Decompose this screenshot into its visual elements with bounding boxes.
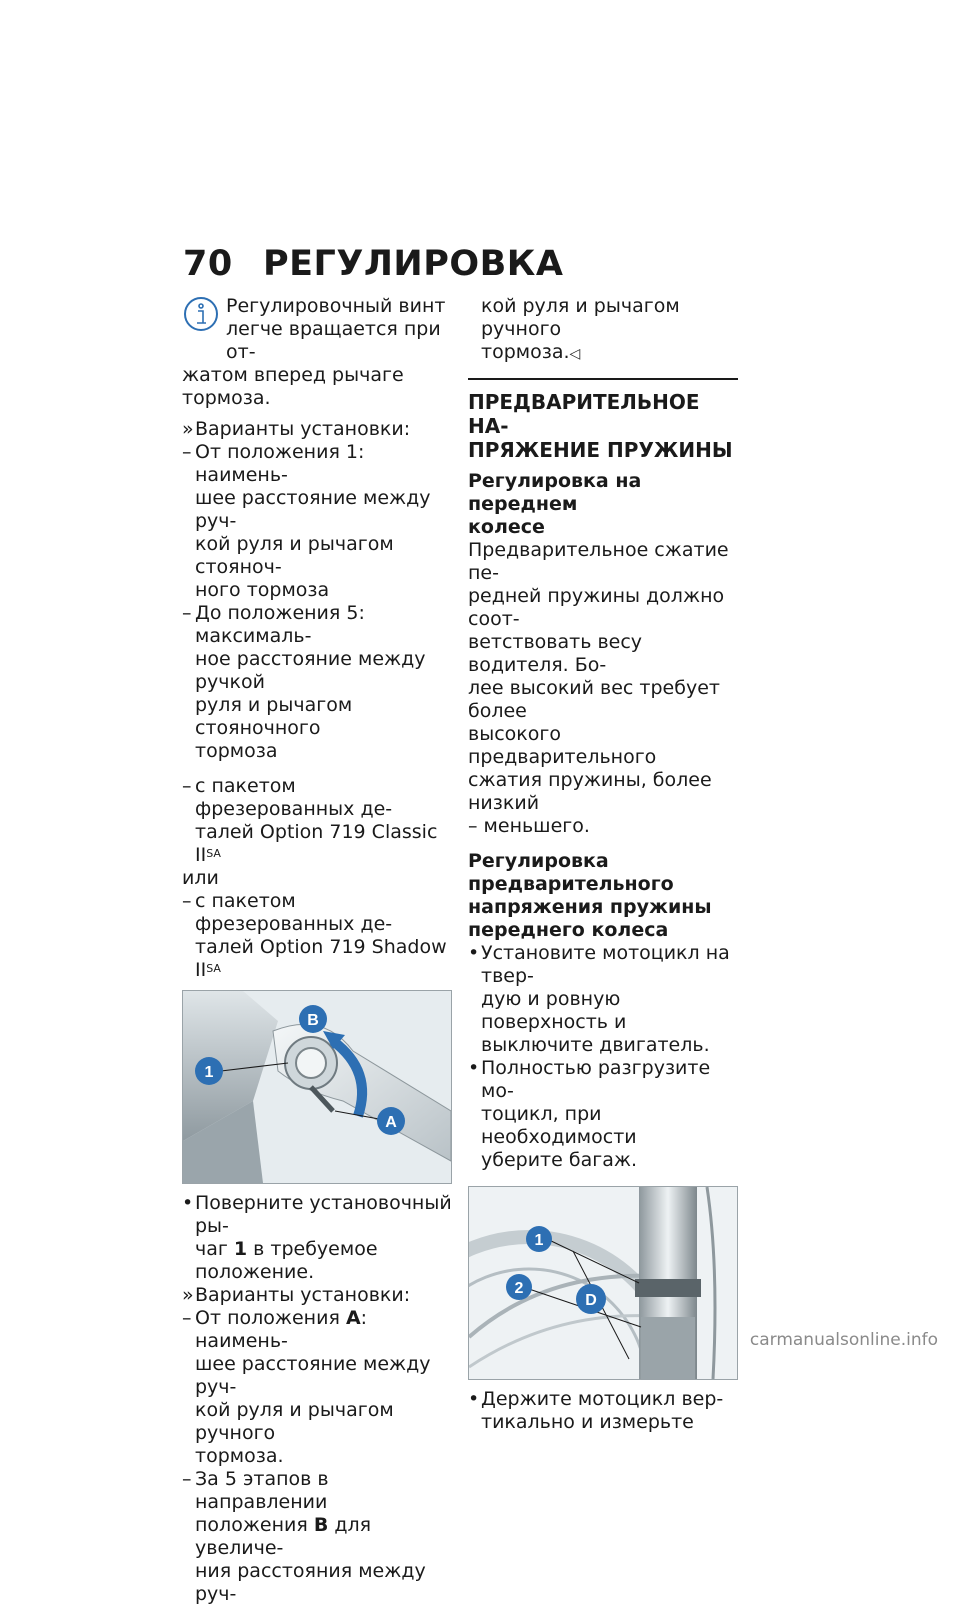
step-item: • Полностью разгрузите мо- тоцикл, при необходимости уберите багаж. xyxy=(468,1057,711,1171)
dash-marker: – xyxy=(182,890,192,912)
brake-lever-illustration xyxy=(183,991,451,1183)
brake-lever-figure xyxy=(182,990,452,1184)
paragraph-line: Предварительное сжатие пе- xyxy=(468,539,729,584)
variants-label: » Варианты установки: xyxy=(182,1284,411,1306)
page-title: РЕГУЛИРОВКА xyxy=(263,244,564,284)
variant-item: – За 5 этапов в направлении положения B для увеличе- ния расстояния между руч- xyxy=(182,1468,426,1605)
arrow-marker: » xyxy=(182,1284,194,1306)
option-item: – с пакетом фрезерованных де- талей Option 719 Classic $II^{SA}$ xyxy=(182,775,438,866)
bullet-marker: • xyxy=(468,1057,480,1079)
bullet-marker: • xyxy=(182,1192,194,1214)
variant-item: – От положения 1: наимень- шее расстояние между руч- кой руля и рычагом стояноч- ного тормоза xyxy=(182,441,431,601)
callout-a: A xyxy=(385,1114,397,1131)
section-title: ПРЯЖЕНИЕ ПРУЖИНЫ xyxy=(468,438,733,462)
paragraph-line: лее высокий вес требует более xyxy=(468,677,720,722)
option-item: – с пакетом фрезерованных де- талей Option 719 Shadow $II^{SA}$ xyxy=(182,890,447,981)
bullet-marker: • xyxy=(468,1388,480,1410)
paragraph-line: высокого предварительного xyxy=(468,723,657,768)
right-column xyxy=(468,295,738,1434)
sa-badge: SA xyxy=(206,962,221,975)
variants-label: » Варианты установки: xyxy=(182,418,411,440)
section-rule xyxy=(468,378,738,380)
dash-marker: – xyxy=(182,775,192,797)
subheading: колесе xyxy=(468,516,545,538)
page-number: 70 xyxy=(183,244,233,284)
paragraph-line: – меньшего. xyxy=(468,815,590,837)
callout-2: 2 xyxy=(514,1280,524,1297)
dash-marker: – xyxy=(182,1468,192,1490)
dash-marker: – xyxy=(182,602,192,624)
subheading: предварительного xyxy=(468,873,674,895)
step-item: • Держите мотоцикл вер- тикально и измерьте xyxy=(468,1388,724,1433)
paragraph-line: ветствовать весу водителя. Бо- xyxy=(468,631,643,676)
subheading: переднего колеса xyxy=(468,919,669,941)
note-line: легче вращается при от- xyxy=(226,318,441,363)
callout-1: 1 xyxy=(534,1232,544,1249)
callout-1: 1 xyxy=(204,1064,214,1081)
section-title: ПРЕДВАРИТЕЛЬНОЕ НА- xyxy=(468,390,700,438)
sa-badge: SA xyxy=(206,847,221,860)
end-marker-icon: ◁ xyxy=(569,346,581,362)
watermark: carmanualsonline.info xyxy=(749,1330,938,1350)
callout-d: D xyxy=(585,1292,597,1309)
step-item: • Поверните установочный ры- чаг 1 в требуемое положение. xyxy=(182,1192,452,1283)
note-line: жатом вперед рычаге тормоза. xyxy=(182,364,404,409)
left-column xyxy=(182,295,452,1606)
info-note xyxy=(182,295,452,410)
paragraph-line: сжатия пружины, более низкий xyxy=(468,769,712,814)
front-fork-figure xyxy=(468,1186,738,1380)
dash-marker: – xyxy=(182,441,192,463)
bullet-marker: • xyxy=(468,942,480,964)
step-item: • Установите мотоцикл на твер- дую и ровную поверхность и выключите двигатель. xyxy=(468,942,730,1056)
subheading: напряжения пружины xyxy=(468,896,712,918)
page-header xyxy=(183,244,564,284)
subheading: Регулировка xyxy=(468,850,609,872)
variant-item: – До положения 5: максималь- ное расстояние между ручкой руля и рычагом стояночного тормоза xyxy=(182,602,426,762)
variant-item: – От положения A: наимень- шее расстояние между руч- кой руля и рычагом ручного тормоза. xyxy=(182,1307,431,1467)
info-icon xyxy=(182,295,220,333)
dash-marker: – xyxy=(182,1307,192,1329)
arrow-marker: » xyxy=(182,418,194,440)
continued-text: кой руля и рычагом ручного тормоза.◁ xyxy=(481,295,680,363)
callout-b: B xyxy=(307,1012,319,1029)
paragraph-line: редней пружины должно соот- xyxy=(468,585,725,630)
front-fork-illustration xyxy=(469,1187,737,1379)
or-text: или xyxy=(182,867,219,889)
note-line: Регулировочный винт xyxy=(226,295,446,317)
subheading: Регулировка на переднем xyxy=(468,470,642,515)
